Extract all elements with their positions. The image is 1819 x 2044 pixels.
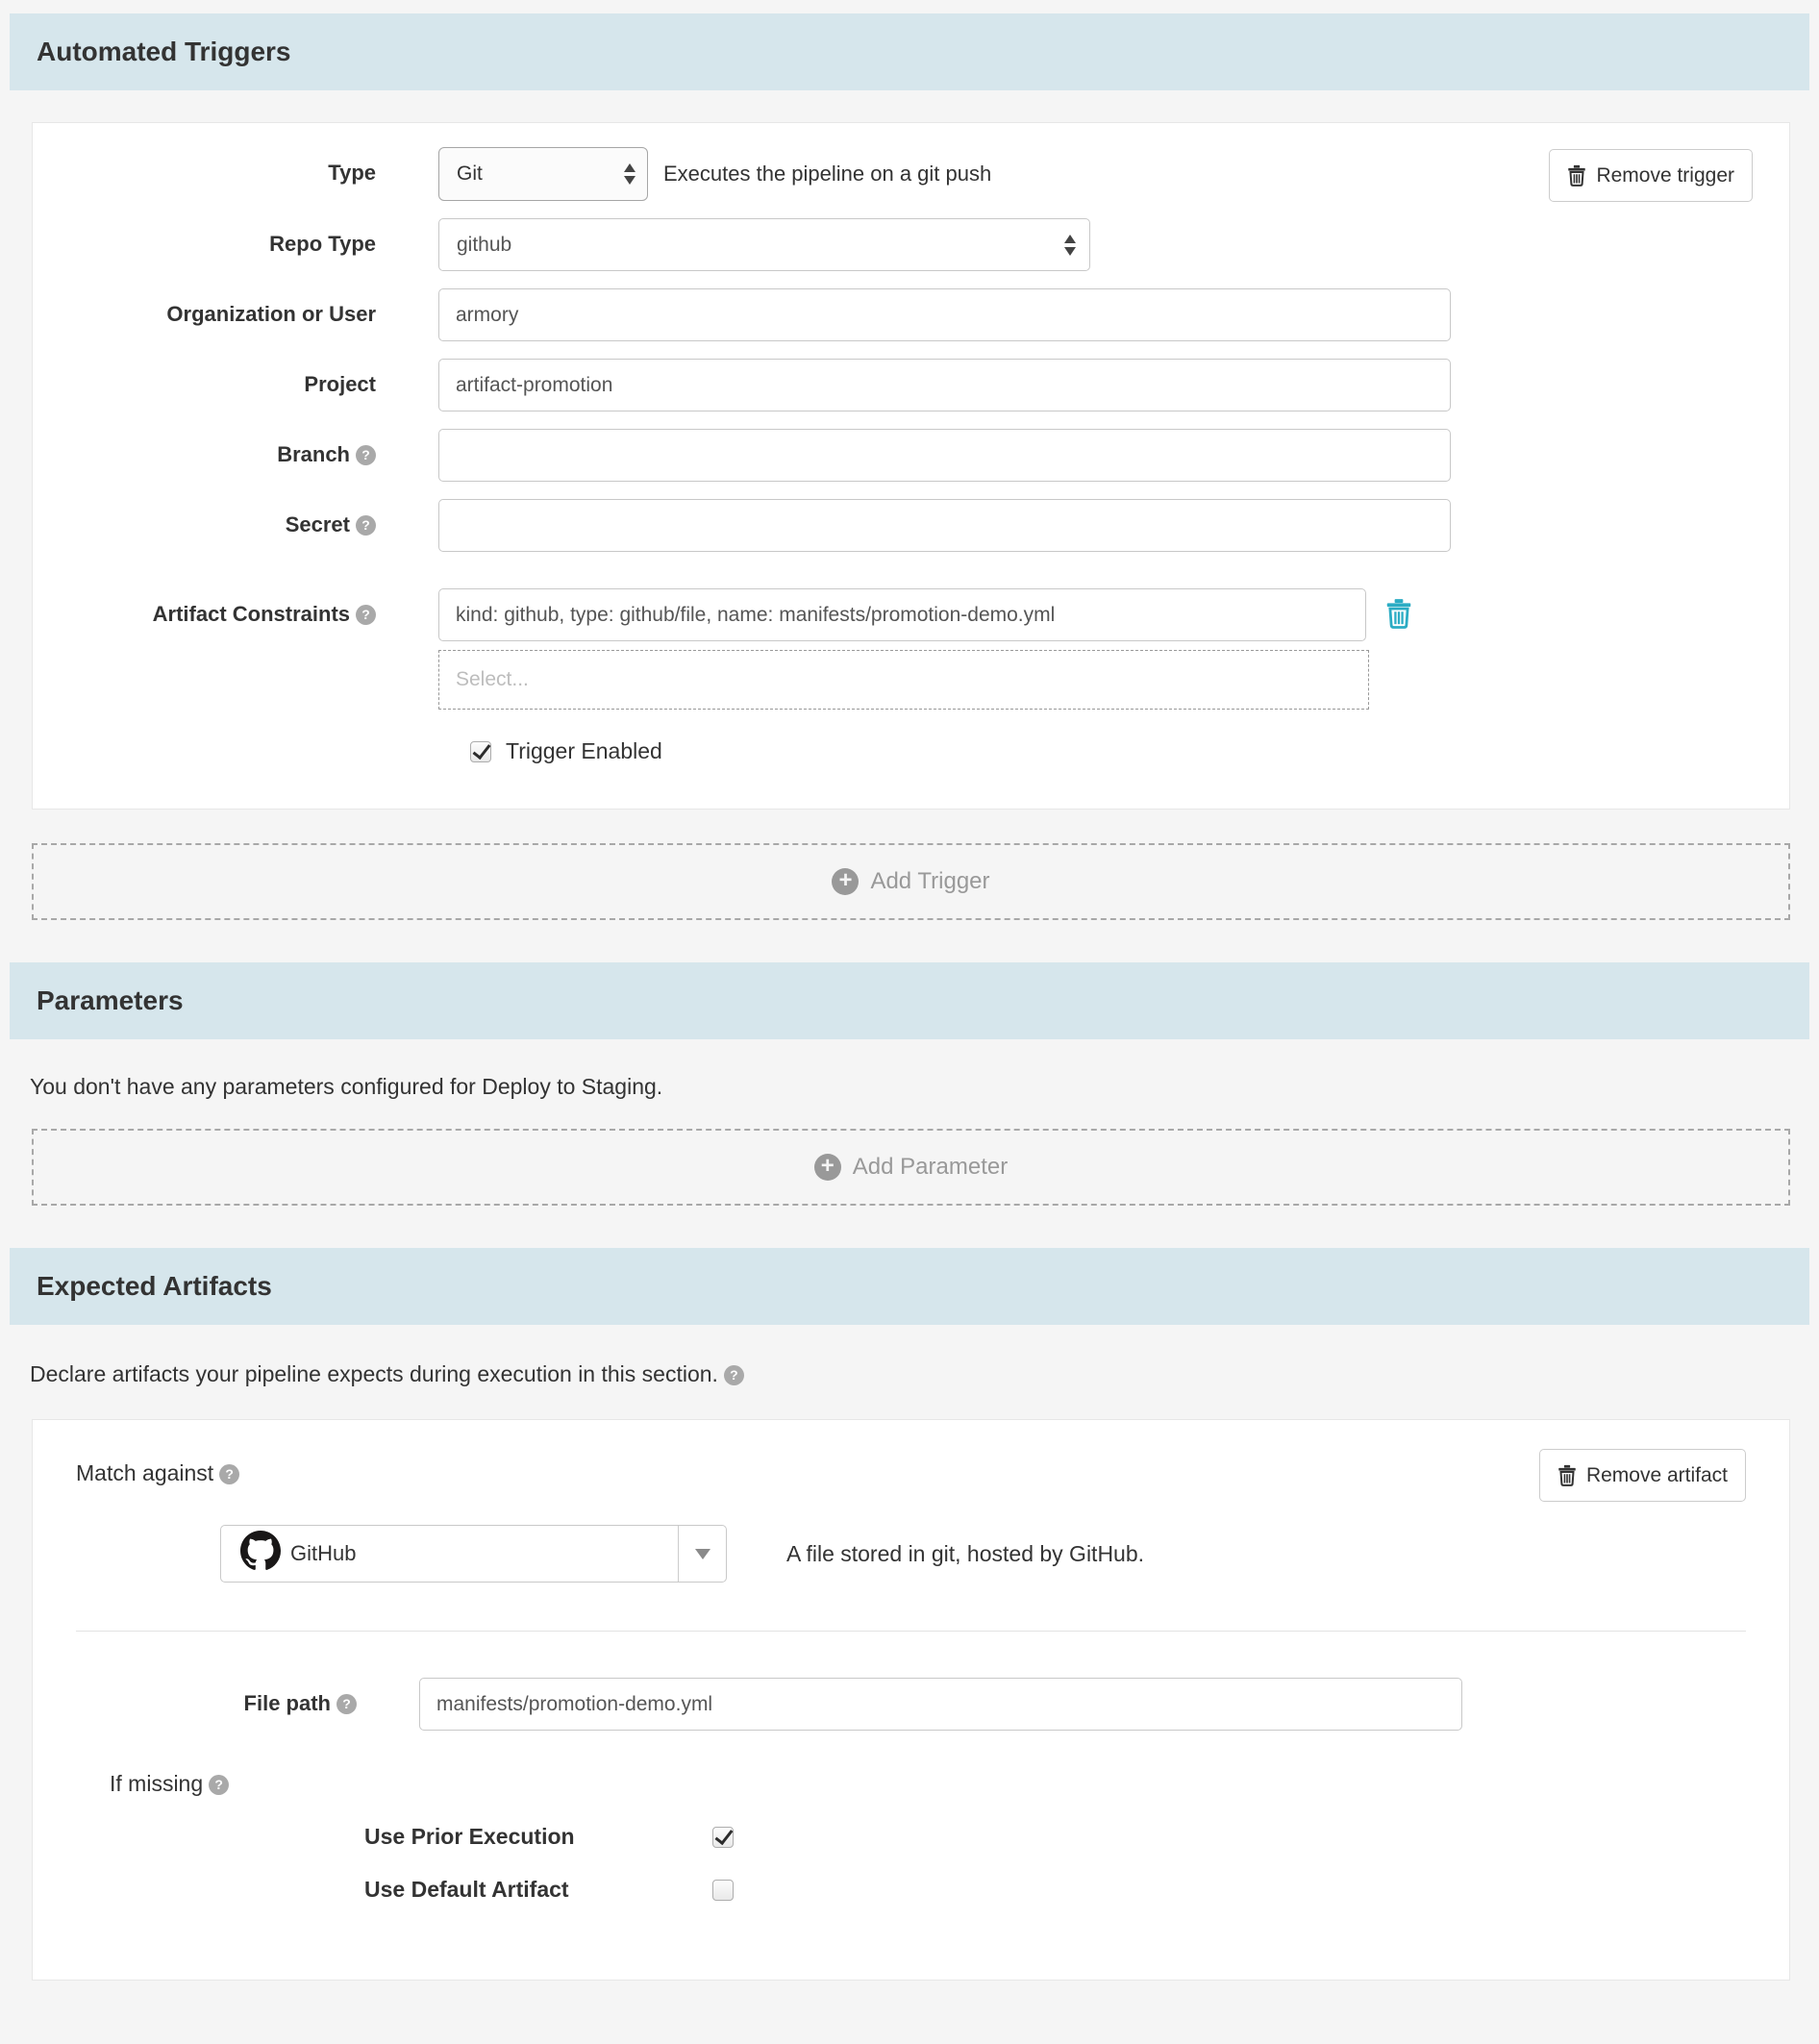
- artifact-type-row: [220, 1525, 1746, 1583]
- remove-trigger-button[interactable]: [1549, 149, 1753, 202]
- artifact-constraint-input[interactable]: [438, 588, 1366, 641]
- if-missing-label-row: [110, 1771, 1746, 1797]
- trigger-card: [32, 122, 1790, 810]
- trigger-enabled-checkbox[interactable]: [470, 741, 491, 762]
- match-against-row: [76, 1449, 1746, 1502]
- if-missing-help-icon[interactable]: ?: [209, 1775, 229, 1795]
- project-label: Project: [304, 372, 376, 396]
- up-down-arrows-icon: [624, 163, 635, 185]
- automated-triggers-title: Automated Triggers: [37, 37, 291, 66]
- use-default-artifact-row: [364, 1877, 1746, 1903]
- project-row: [33, 359, 1789, 411]
- delete-constraint-button[interactable]: [1385, 598, 1412, 629]
- artifact-constraints-help-icon[interactable]: ?: [356, 605, 376, 625]
- expected-artifacts-header: [10, 1248, 1809, 1325]
- parameters-title: Parameters: [37, 985, 184, 1015]
- secret-row: [33, 499, 1789, 552]
- trigger-type-select[interactable]: [438, 147, 648, 201]
- caret-down-icon: [678, 1526, 726, 1582]
- trigger-type-value: Git: [457, 162, 483, 185]
- trash-icon: [1557, 1464, 1577, 1486]
- artifact-type-value: GitHub: [290, 1541, 357, 1565]
- if-missing-label: If missing: [110, 1771, 204, 1796]
- use-default-artifact-checkbox[interactable]: [712, 1880, 734, 1901]
- repo-type-select[interactable]: [438, 218, 1090, 271]
- artifact-type-description: A file stored in git, hosted by GitHub.: [786, 1540, 1145, 1566]
- artifact-card: [32, 1419, 1790, 1981]
- use-default-artifact-label: Use Default Artifact: [364, 1877, 569, 1902]
- file-path-label: File path: [243, 1691, 331, 1715]
- add-trigger-button[interactable]: [32, 843, 1790, 920]
- artifact-constraints-label: Artifact Constraints: [152, 602, 350, 626]
- project-input[interactable]: [438, 359, 1451, 411]
- expected-artifacts-help-icon[interactable]: ?: [724, 1365, 744, 1385]
- organization-input[interactable]: [438, 288, 1451, 341]
- repo-type-value: github: [457, 233, 512, 256]
- trash-icon: [1385, 598, 1412, 629]
- secret-label: Secret: [285, 512, 350, 536]
- up-down-arrows-icon: [1064, 235, 1076, 256]
- branch-label: Branch: [277, 442, 350, 466]
- type-row: [33, 147, 1789, 201]
- branch-row: [33, 429, 1789, 482]
- expected-artifacts-description: Declare artifacts your pipeline expects during execution in this section. ?: [30, 1361, 1819, 1387]
- repo-type-label: Repo Type: [269, 232, 376, 256]
- add-parameter-label: Add Parameter: [852, 1154, 1009, 1180]
- secret-help-icon[interactable]: ?: [356, 515, 376, 536]
- constraint-select-placeholder: Select...: [456, 668, 529, 690]
- add-parameter-button[interactable]: [32, 1129, 1790, 1206]
- match-against-label: Match against: [76, 1460, 214, 1485]
- add-trigger-label: Add Trigger: [870, 868, 990, 894]
- repo-type-row: [33, 218, 1789, 271]
- use-prior-execution-row: [364, 1824, 1746, 1850]
- file-path-row: [76, 1678, 1746, 1731]
- divider: [76, 1631, 1746, 1632]
- use-prior-execution-label: Use Prior Execution: [364, 1824, 575, 1849]
- parameters-header: [10, 962, 1809, 1039]
- constraint-select[interactable]: [438, 650, 1369, 710]
- plus-circle-icon: +: [832, 868, 859, 895]
- remove-artifact-label: Remove artifact: [1585, 1463, 1728, 1486]
- trigger-type-description: Executes the pipeline on a git push: [663, 162, 992, 186]
- remove-trigger-label: Remove trigger: [1596, 163, 1734, 187]
- use-prior-execution-checkbox[interactable]: [712, 1827, 734, 1848]
- trigger-enabled-label: Trigger Enabled: [506, 738, 662, 763]
- match-against-help-icon[interactable]: ?: [219, 1464, 239, 1484]
- trigger-enabled-row: [470, 738, 1789, 764]
- automated-triggers-header: [10, 13, 1809, 90]
- artifact-type-select[interactable]: [220, 1525, 727, 1583]
- remove-artifact-button[interactable]: [1539, 1449, 1746, 1502]
- plus-circle-icon: +: [814, 1154, 841, 1181]
- type-label: Type: [328, 161, 376, 185]
- file-path-input[interactable]: [419, 1678, 1462, 1731]
- github-octocat-icon: [240, 1531, 281, 1577]
- organization-row: [33, 288, 1789, 341]
- file-path-help-icon[interactable]: ?: [336, 1694, 357, 1714]
- branch-help-icon[interactable]: ?: [356, 445, 376, 465]
- parameters-empty-message: You don't have any parameters configured for Deploy to Staging.: [30, 1074, 663, 1099]
- expected-artifacts-title: Expected Artifacts: [37, 1271, 272, 1301]
- organization-label: Organization or User: [166, 302, 376, 326]
- trash-icon: [1567, 164, 1586, 187]
- artifact-constraints-row: [33, 588, 1789, 710]
- branch-input[interactable]: [438, 429, 1451, 482]
- secret-input[interactable]: [438, 499, 1451, 552]
